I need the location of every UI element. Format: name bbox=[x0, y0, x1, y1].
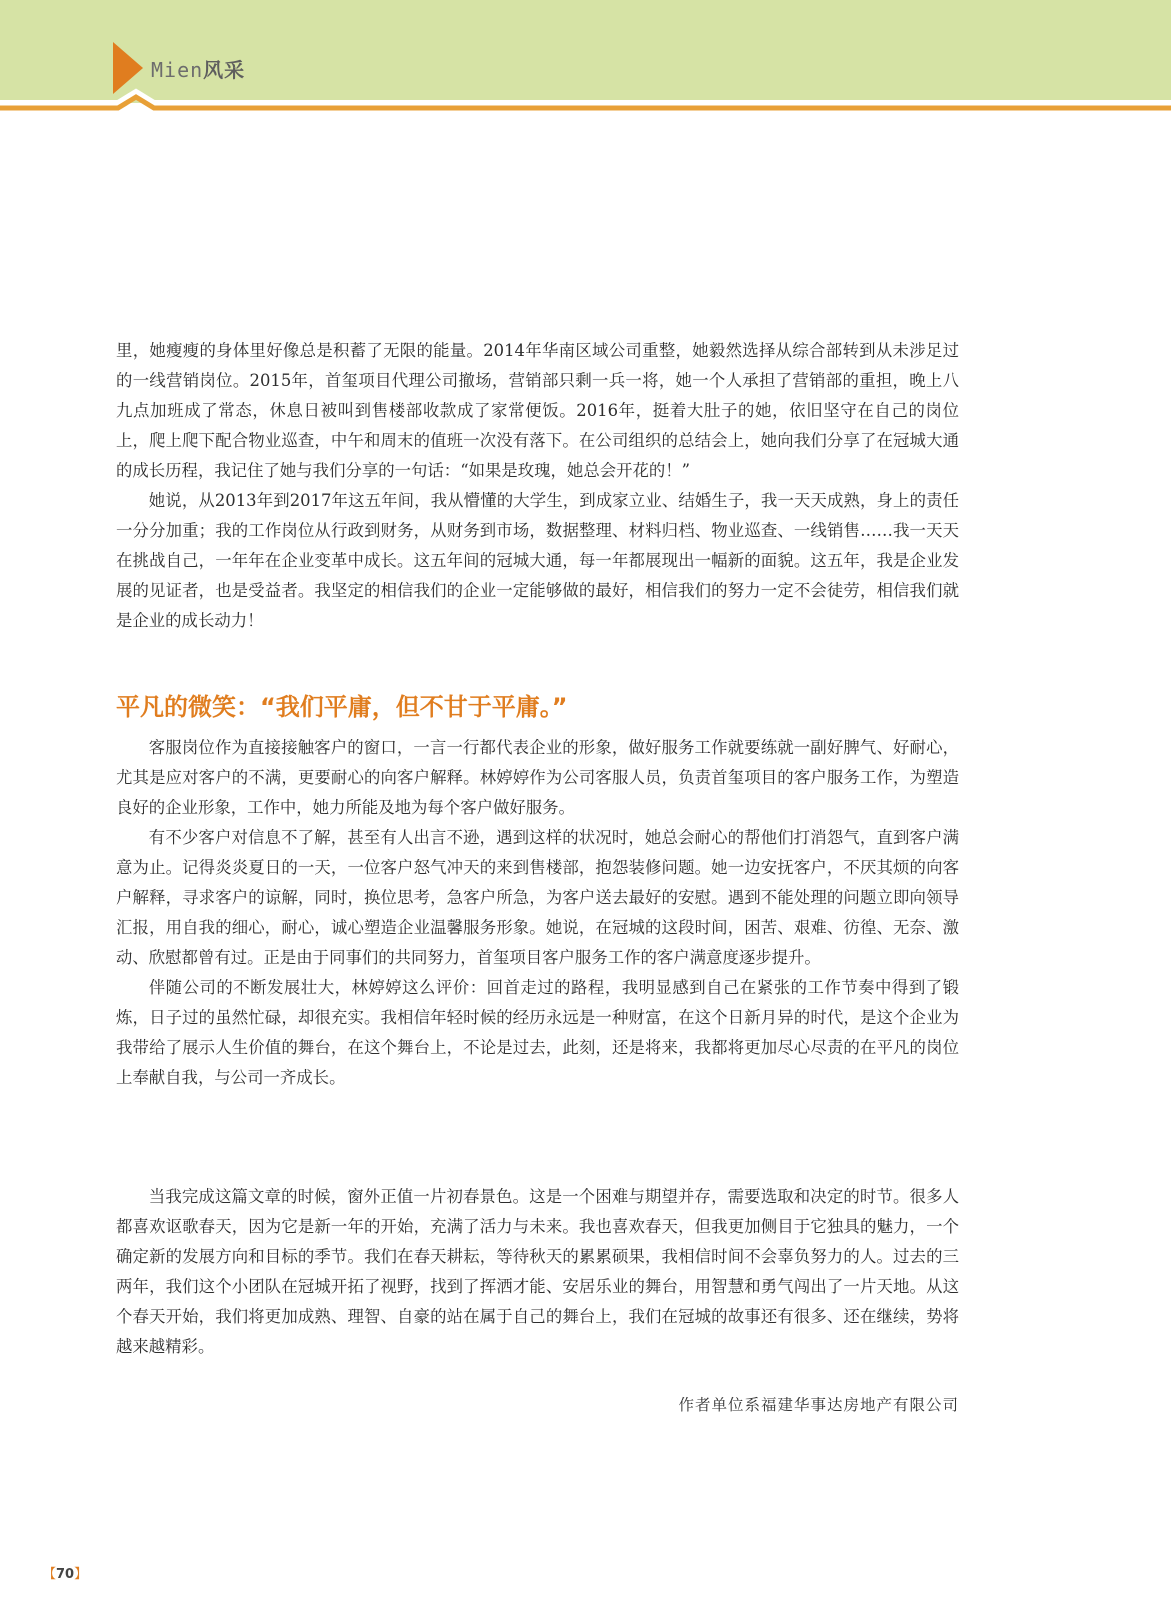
paragraph: 当我完成这篇文章的时候，窗外正值一片初春景色。这是一个困难与期望并存，需要选取和决定的时节。很多人都喜欢讴歌春天，因为它是新一年的开始，充满了活力与未来。我也喜欢春天，但我更加侧目于它独具的魅力，一个确定新的发展方向和目标的季节。我们在春天耕耘，等待秋天的累累硕果，我相信时间不会辜负努力的人。过去的三两年，我们这个小团队在冠城开拓了视野，找到了挥洒才能、安居乐业的舞台，用智慧和勇气闯出了一片天地。从这个春天开始，我们将更加成熟、理智、自豪的站在属于自己的舞台上，我们在冠城的故事还有很多、还在继续，势将越来越精彩。 bbox=[116, 1187, 959, 1356]
section-label bbox=[151, 55, 245, 85]
section-arrow-icon bbox=[113, 42, 143, 94]
paragraph: 里，她瘦瘦的身体里好像总是积蓄了无限的能量。2014年华南区域公司重整，她毅然选择从综合部转到从未涉足过的一线营销岗位。2015年，首玺项目代理公司撤场，营销部只剩一兵一将，她一个人承担了营销部的重担，晚上八九点加班成了常态，休息日被叫到售楼部收款成了家常便饭。2016年，挺着大肚子的她，依旧坚守在自己的岗位上，爬上爬下配合物业巡查，中午和周末的值班一次没有落下。在公司组织的总结会上，她向我们分享了在冠城大通的成长历程，我记住了她与我们分享的一句话：“如果是玫瑰，她总会开花的！” bbox=[116, 341, 959, 480]
paragraph: 她说，从2013年到2017年这五年间，我从懵懂的大学生，到成家立业、结婚生子，我一天天成熟，身上的责任一分分加重；我的工作岗位从行政到财务，从财务到市场，数据整理、材料归档、物业巡查、一线销售……我一天天在挑战自己，一年年在企业变革中成长。这五年间的冠城大通，每一年都展现出一幅新的面貌。这五年，我是企业发展的见证者，也是受益者。我坚定的相信我们的企业一定能够做的最好，相信我们的努力一定不会徒劳，相信我们就是企业的成长动力！ bbox=[116, 491, 959, 630]
section-label-latin: Mien bbox=[151, 58, 204, 82]
paragraph: 伴随公司的不断发展壮大，林婷婷这么评价：回首走过的路程，我明显感到自己在紧张的工作节奏中得到了锻炼，日子过的虽然忙碌，却很充实。我相信年轻时候的经历永远是一种财富，在这个日新月异的时代，是这个企业为我带给了展示人生价值的舞台，在这个舞台上，不论是过去，此刻，还是将来，我都将更加尽心尽责的在平凡的岗位上奉献自我，与公司一齐成长。 bbox=[116, 978, 959, 1087]
section-label-cjk: 风采 bbox=[203, 58, 246, 82]
article-block-1 bbox=[116, 336, 959, 636]
paragraph: 客服岗位作为直接接触客户的窗口，一言一行都代表企业的形象，做好服务工作就要练就一副好脾气、好耐心，尤其是应对客户的不满，更要耐心的向客户解释。林婷婷作为公司客服人员，负责首玺项目的客户服务工作，为塑造良好的企业形象，工作中，她力所能及地为每个客户做好服务。 bbox=[116, 738, 959, 817]
article-block-3 bbox=[116, 1182, 959, 1362]
page-bracket-open: 【 bbox=[43, 1567, 57, 1582]
article-block-2 bbox=[116, 733, 959, 1093]
page-number-value: 70 bbox=[56, 1567, 75, 1582]
paragraph: 有不少客户对信息不了解，甚至有人出言不逊，遇到这样的状况时，她总会耐心的帮他们打消怨气，直到客户满意为止。记得炎炎夏日的一天，一位客户怒气冲天的来到售楼部，抱怨装修问题。她一边安抚客户，不厌其烦的向客户解释，寻求客户的谅解，同时，换位思考，急客户所急，为客户送去最好的安慰。遇到不能处理的问题立即向领导汇报，用自我的细心，耐心，诚心塑造企业温馨服务形象。她说，在冠城的这段时间，困苦、艰难、彷徨、无奈、激动、欣慰都曾有过。正是由于同事们的共同努力，首玺项目客户服务工作的客户满意度逐步提升。 bbox=[116, 828, 959, 967]
section-heading: 平凡的微笑：“我们平庸，但不甘于平庸。” bbox=[116, 693, 568, 721]
page-number bbox=[43, 1565, 87, 1585]
author-byline: 作者单位系福建华事达房地产有限公司 bbox=[678, 1396, 959, 1414]
page-bracket-close: 】 bbox=[74, 1567, 88, 1582]
